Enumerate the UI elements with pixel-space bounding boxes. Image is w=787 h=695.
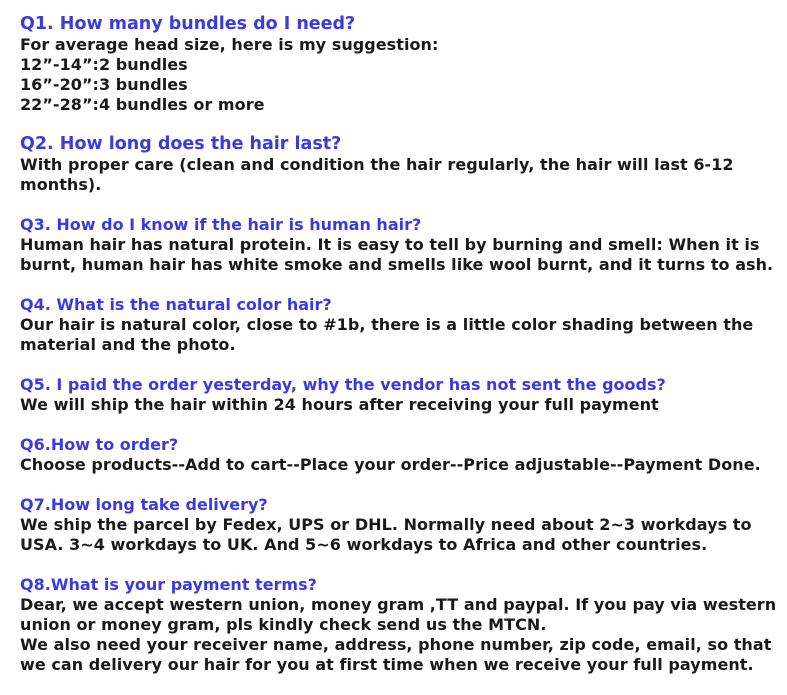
- faq-item-q7: [20, 495, 780, 555]
- answer-line: burnt, human hair has white smoke and smells like wool burnt, and it turns to ash.: [20, 255, 774, 274]
- answer-text: [20, 235, 780, 275]
- faq-item-q5: [20, 375, 780, 415]
- question-heading: Q3. How do I know if the hair is human hair?: [20, 215, 422, 234]
- faq-item-q1: [20, 13, 780, 115]
- faq-item-q3: [20, 215, 780, 275]
- answer-line: union or money gram, pls kindly check send us the MTCN.: [20, 615, 547, 634]
- faq-item-q4: [20, 295, 780, 355]
- answer-text: [20, 155, 780, 195]
- answer-line: We ship the parcel by Fedex, UPS or DHL. Normally need about 2~3 workdays to: [20, 515, 752, 534]
- faq-item-q8: [20, 575, 780, 675]
- answer-line: we can delivery our hair for you at first time when we receive your full payment.: [20, 655, 754, 674]
- answer-line: We also need your receiver name, address, phone number, zip code, email, so that: [20, 635, 772, 654]
- answer-line: months).: [20, 175, 102, 194]
- answer-text: [20, 395, 780, 415]
- answer-text: [20, 595, 780, 675]
- question-heading: Q7.How long take delivery?: [20, 495, 268, 514]
- answer-text: [20, 455, 780, 475]
- answer-line: For average head size, here is my suggestion:: [20, 35, 439, 54]
- answer-line: Choose products--Add to cart--Place your order--Price adjustable--Payment Done.: [20, 455, 761, 474]
- answer-line: 16”-20”:3 bundles: [20, 75, 188, 94]
- answer-line: Our hair is natural color, close to #1b, there is a little color shading between the: [20, 315, 754, 334]
- answer-line: 22”-28”:4 bundles or more: [20, 95, 265, 114]
- answer-line: 12”-14”:2 bundles: [20, 55, 188, 74]
- question-heading: Q2. How long does the hair last?: [20, 134, 342, 154]
- faq-item-q6: [20, 435, 780, 475]
- answer-text: [20, 315, 780, 355]
- answer-line: material and the photo.: [20, 335, 236, 354]
- answer-line: Dear, we accept western union, money gram ,TT and paypal. If you pay via western: [20, 595, 777, 614]
- answer-line: With proper care (clean and condition the hair regularly, the hair will last 6-12: [20, 155, 734, 174]
- faq-item-q2: [20, 133, 780, 195]
- answer-text: [20, 515, 780, 555]
- faq-list: [20, 13, 780, 675]
- question-heading: Q1. How many bundles do I need?: [20, 14, 356, 34]
- question-heading: Q6.How to order?: [20, 435, 179, 454]
- question-heading: Q8.What is your payment terms?: [20, 575, 317, 594]
- answer-text: [20, 35, 780, 115]
- question-heading: Q5. I paid the order yesterday, why the vendor has not sent the goods?: [20, 375, 666, 394]
- answer-line: Human hair has natural protein. It is easy to tell by burning and smell: When it is: [20, 235, 760, 254]
- answer-line: USA. 3~4 workdays to UK. And 5~6 workdays to Africa and other countries.: [20, 535, 708, 554]
- answer-line: We will ship the hair within 24 hours after receiving your full payment: [20, 395, 659, 414]
- question-heading: Q4. What is the natural color hair?: [20, 295, 332, 314]
